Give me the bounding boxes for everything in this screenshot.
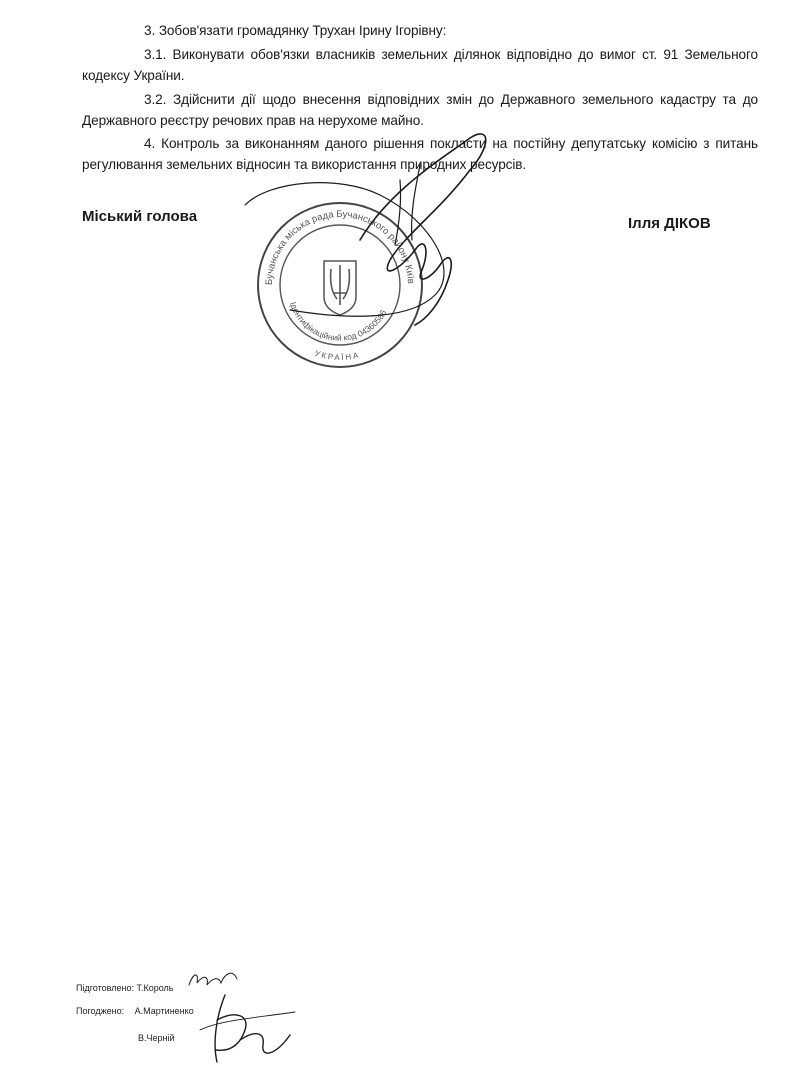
agreed-name-1: А.Мартиненко: [134, 1006, 194, 1016]
item-3: 3. Зобов'язати громадянку Трухан Ірину Ігорівну:: [144, 23, 447, 38]
item-4: 4. Контроль за виконанням даного рішення покласти на постійну депутатську комісію з питань регулювання земельних відносин та використання природних ресурсів.: [82, 136, 758, 172]
agreed-label: Погоджено:: [76, 1006, 125, 1016]
prepared-name: Т.Король: [136, 983, 174, 993]
mayor-signature: [230, 120, 530, 350]
svg-text:УКРАЇНА: [314, 349, 361, 363]
mayor-position: Міський голова: [82, 208, 198, 225]
stamp-outer-text: Бучанська міська рада Бучанського району Київської області: [247, 187, 417, 286]
stamp-inner-text: Ідентифікаційний код 04360586: [288, 300, 389, 343]
agreed-signature: [195, 990, 305, 1070]
item-3-1: 3.1. Виконувати обов'язки власників земельних ділянок відповідно до вимог ст. 91 Земельного кодексу України.: [82, 47, 758, 83]
item-3-2: 3.2. Здійснити дії щодо внесення відповідних змін до Державного земельного кадастру та до Державного реєстру речових прав на нерухоме майно.: [82, 92, 758, 128]
agreed-name-2: В.Черній: [138, 1033, 175, 1043]
mayor-name: Ілля ДІКОВ: [628, 215, 711, 232]
prepared-label: Підготовлено:: [76, 983, 134, 993]
stamp-bottom-text: УКРАЇНА: [313, 348, 362, 363]
